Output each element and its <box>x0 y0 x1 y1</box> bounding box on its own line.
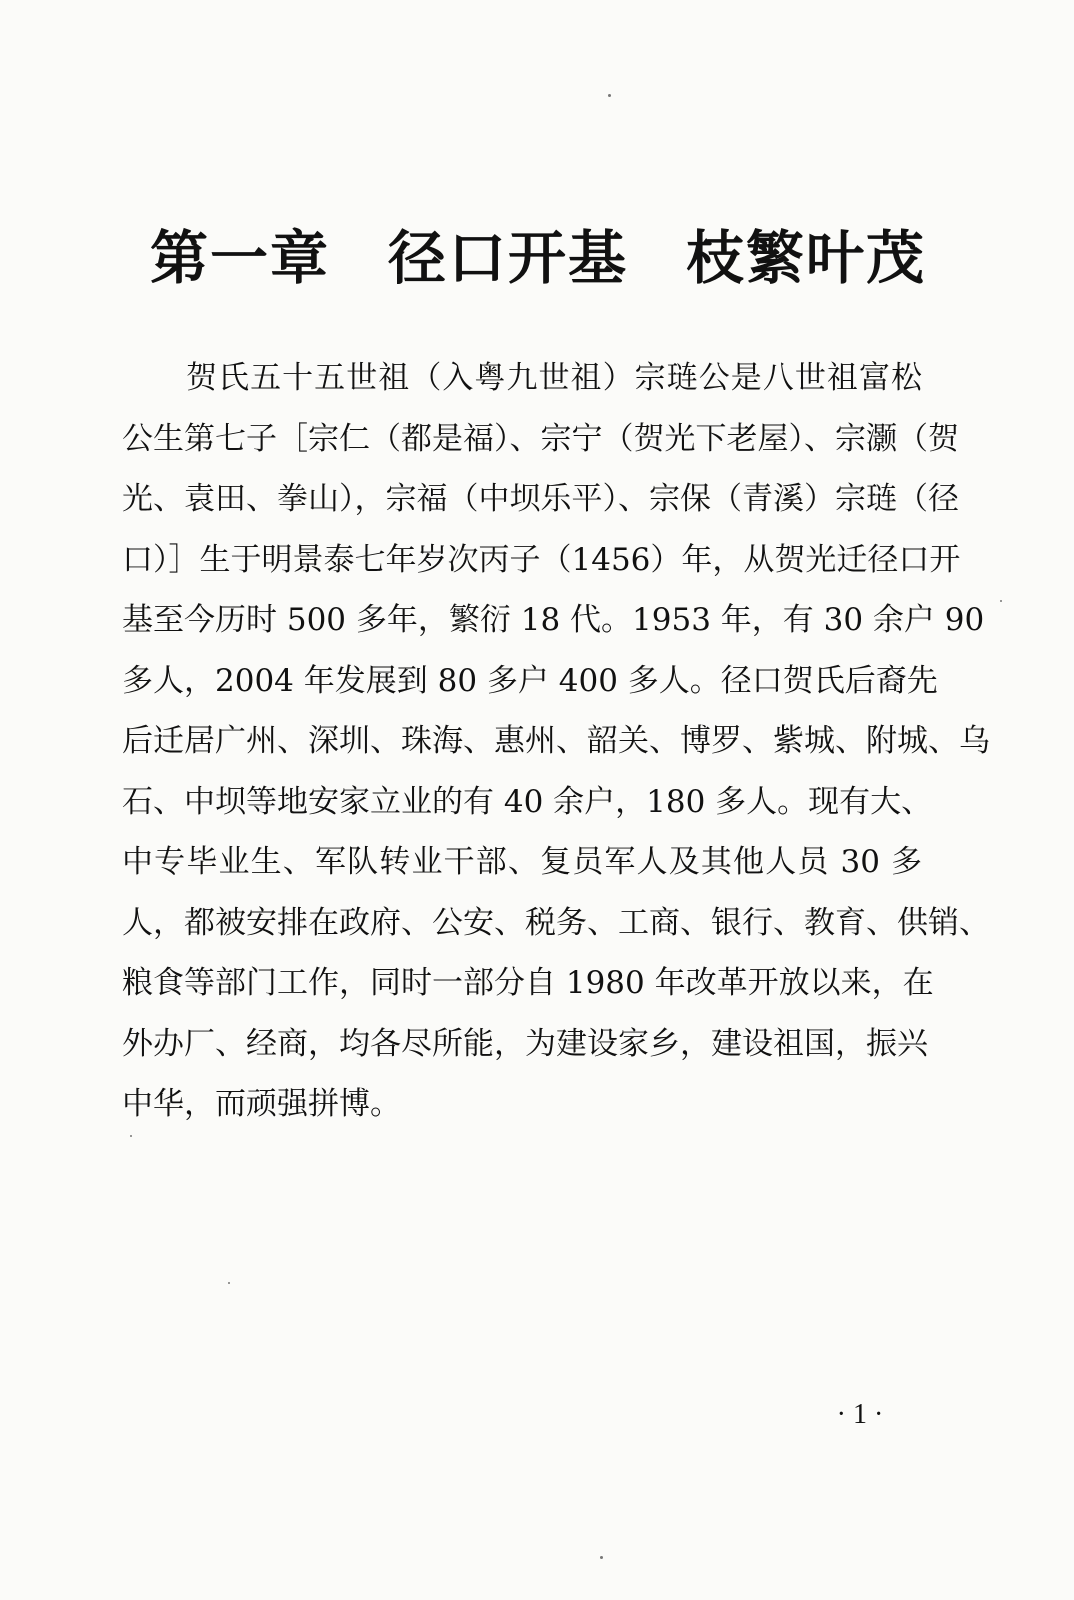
paragraph-line: 后迁居广州、深圳、珠海、惠州、韶关、博罗、紫城、附城、乌 <box>122 723 990 759</box>
paragraph-line: 中专毕业生、军队转业干部、复员军人及其他人员 30 多 <box>122 844 922 880</box>
chapter-title-part2: 枝繁叶茂 <box>686 224 927 292</box>
paragraph-line: 多人，2004 年发展到 80 多户 400 多人。径口贺氏后裔先 <box>122 662 938 699</box>
body-paragraph <box>122 348 990 1135</box>
paragraph-line: 口）］生于明景泰七年岁次丙子（1456）年，从贺光迁径口开 <box>122 541 961 578</box>
page-number: · 1 · <box>836 1399 884 1430</box>
scan-speck <box>600 1556 603 1559</box>
chapter-label: 第一章 <box>150 224 331 292</box>
paragraph-line: 基至今历时 500 多年，繁衍 18 代。1953 年，有 30 余户 90 <box>122 602 985 638</box>
scan-speck <box>130 1135 132 1137</box>
chapter-title <box>150 218 930 298</box>
paragraph-line: 中华，而顽强拼博。 <box>122 1086 401 1122</box>
chapter-title-part1: 径口开基 <box>388 224 629 292</box>
scan-speck <box>1000 600 1002 602</box>
paragraph-line: 公生第七子［宗仁（都是福）、宗宁（贺光下老屋）、宗灏（贺 <box>122 420 959 457</box>
scan-speck <box>608 94 611 97</box>
paragraph-line: 石、中坝等地安家立业的有 40 余户，180 多人。现有大、 <box>122 783 933 820</box>
paragraph-line: 外办厂、经商，均各尽所能，为建设家乡，建设祖国，振兴 <box>122 1025 928 1062</box>
paragraph-line: 粮食等部门工作，同时一部分自 1980 年改革开放以来，在 <box>122 965 934 1001</box>
paragraph-line: 人，都被安排在政府、公安、税务、工商、银行、教育、供销、 <box>122 904 990 941</box>
paragraph-line: 贺氏五十五世祖（入粤九世祖）宗琏公是八世祖富松 <box>186 360 922 396</box>
scan-speck <box>228 1282 230 1284</box>
paragraph-line: 光、袁田、拳山），宗福（中坝乐平）、宗保（青溪）宗琏（径 <box>122 481 959 517</box>
